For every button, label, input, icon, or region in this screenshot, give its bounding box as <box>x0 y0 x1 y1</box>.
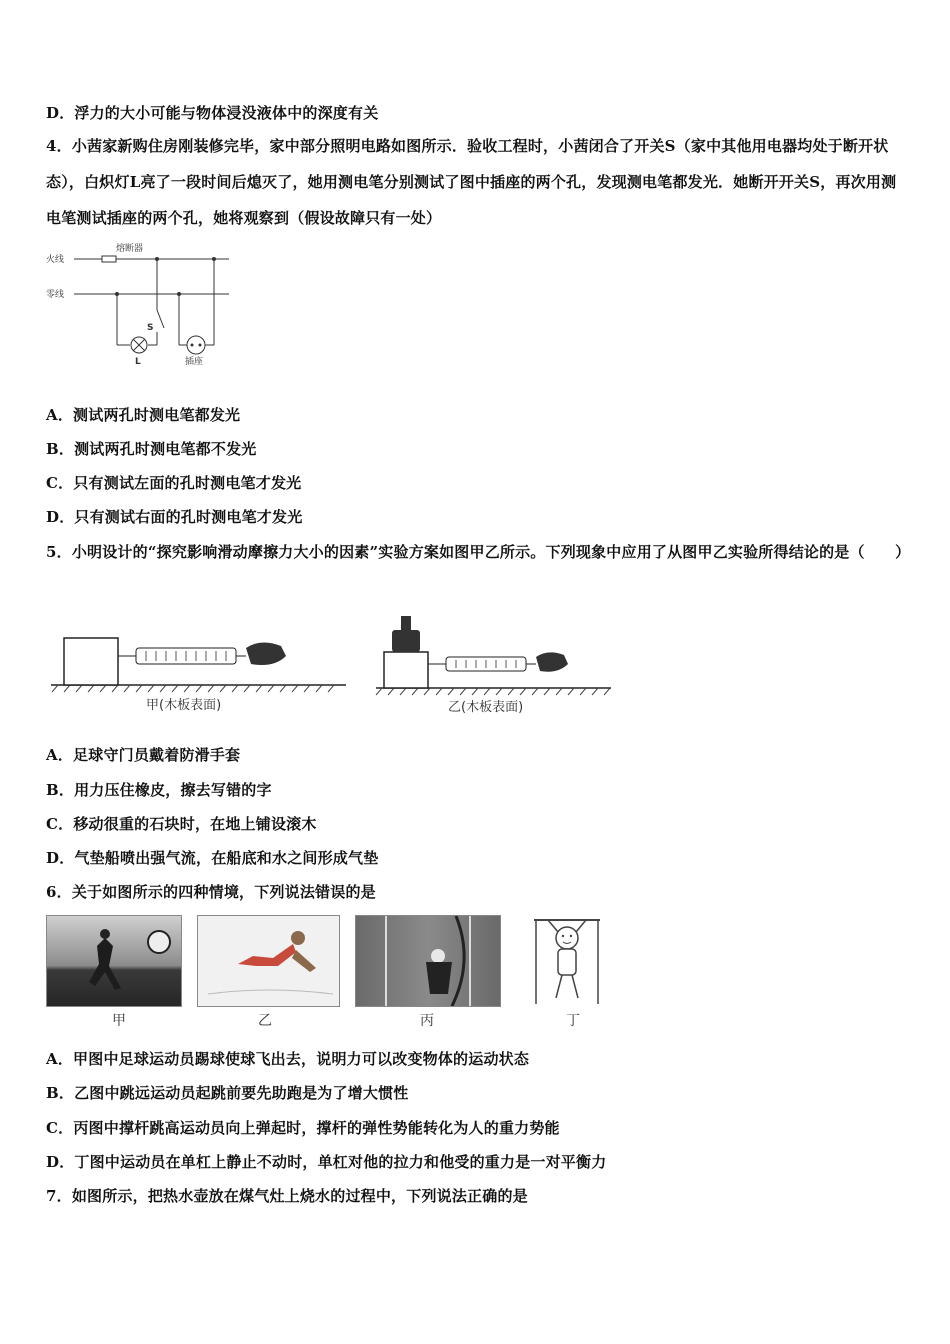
q6-option-b: B．乙图中跳远运动员起跳前要先助跑是为了增大惯性 <box>46 1084 409 1102</box>
q5-option-d: D．气垫船喷出强气流，在船底和水之间形成气垫 <box>46 849 379 867</box>
fuse <box>102 256 116 262</box>
wood-block <box>384 652 428 688</box>
athlete-figure <box>558 949 576 975</box>
live-wire-label: 火线 <box>46 255 65 265</box>
jumper-figure <box>238 944 296 966</box>
lamp-label: L <box>135 357 141 367</box>
q6-option-c: C．丙图中撑杆跳高运动员向上弹起时，撑杆的弹性势能转化为人的重力势能 <box>46 1119 560 1137</box>
pole <box>452 916 464 1006</box>
friction-experiment-figure <box>46 608 616 723</box>
experiment-yi <box>376 616 611 715</box>
q5-option-b: B．用力压住橡皮，擦去写错的字 <box>46 781 272 799</box>
q4-option-a: A．测试两孔时测电笔都发光 <box>46 406 241 424</box>
switch-s <box>157 310 164 328</box>
photo-bing-pole-vault <box>355 915 501 1007</box>
photo-jia-soccer <box>46 915 182 1007</box>
socket-label: 插座 <box>185 357 204 367</box>
weight <box>392 630 420 652</box>
experiment-jia <box>51 638 346 713</box>
q5-option-c: C．移动很重的石块时，在地上铺设滚木 <box>46 815 317 833</box>
q5-stem: 5．小明设计的“探究影响滑动摩擦力大小的因素”实验方案如图甲乙所示。下列现象中应用了从图甲乙实验所得结论的是（ ） <box>46 543 911 561</box>
caption-yi: 乙(木板表面) <box>448 700 524 715</box>
wood-block <box>64 638 118 685</box>
photo-yi-long-jump <box>197 915 340 1007</box>
q6-stem: 6．关于如图所示的四种情境，下列说法错误的是 <box>46 883 376 901</box>
q4-option-c: C．只有测试左面的孔时测电笔才发光 <box>46 474 302 492</box>
caption-jia: 甲 <box>112 1013 126 1029</box>
fuse-label: 熔断器 <box>116 244 144 254</box>
vaulter-figure <box>426 962 452 994</box>
caption-bing: 丙 <box>420 1013 434 1029</box>
caption-yi: 乙 <box>258 1013 272 1029</box>
q5-option-a: A．足球守门员戴着防滑手套 <box>46 746 241 764</box>
q6-option-a: A．甲图中足球运动员踢球使球飞出去，说明力可以改变物体的运动状态 <box>46 1050 530 1068</box>
caption-jia: 甲(木板表面) <box>146 698 222 713</box>
q7-stem: 7．如图所示，把热水壶放在煤气灶上烧水的过程中，下列说法正确的是 <box>46 1187 528 1205</box>
player-figure <box>89 938 121 990</box>
switch-label: S <box>147 323 154 333</box>
caption-ding: 丁 <box>566 1013 580 1029</box>
q4-option-b: B．测试两孔时测电笔都不发光 <box>46 440 257 458</box>
q4-stem: 4．小茜家新购住房刚装修完毕，家中部分照明电路如图所示．验收工程时，小茜闭合了开关S（家中其他用电器均处于断开状态），白炽灯L亮了一段时间后熄灭了，她用测电笔分别测试了图中插座的两个孔，发现测电笔都发光．她断开开关S，再次用测电笔测试插座的两个孔，她将观察到（假设故障只有一处） <box>46 137 897 227</box>
hand-icon <box>536 652 568 671</box>
sketch-ding-horizontal-bar <box>528 912 608 1007</box>
neutral-wire-label: 零线 <box>46 290 65 300</box>
q4-option-d: D．只有测试右面的孔时测电笔才发光 <box>46 508 303 526</box>
prev-option-d: D．浮力的大小可能与物体浸没液体中的深度有关 <box>46 104 379 122</box>
socket <box>187 336 205 354</box>
hand-icon <box>246 642 286 665</box>
soccer-ball-icon <box>148 931 170 953</box>
circuit-diagram <box>44 240 244 370</box>
q6-option-d: D．丁图中运动员在单杠上静止不动时，单杠对他的拉力和他受的重力是一对平衡力 <box>46 1153 607 1171</box>
